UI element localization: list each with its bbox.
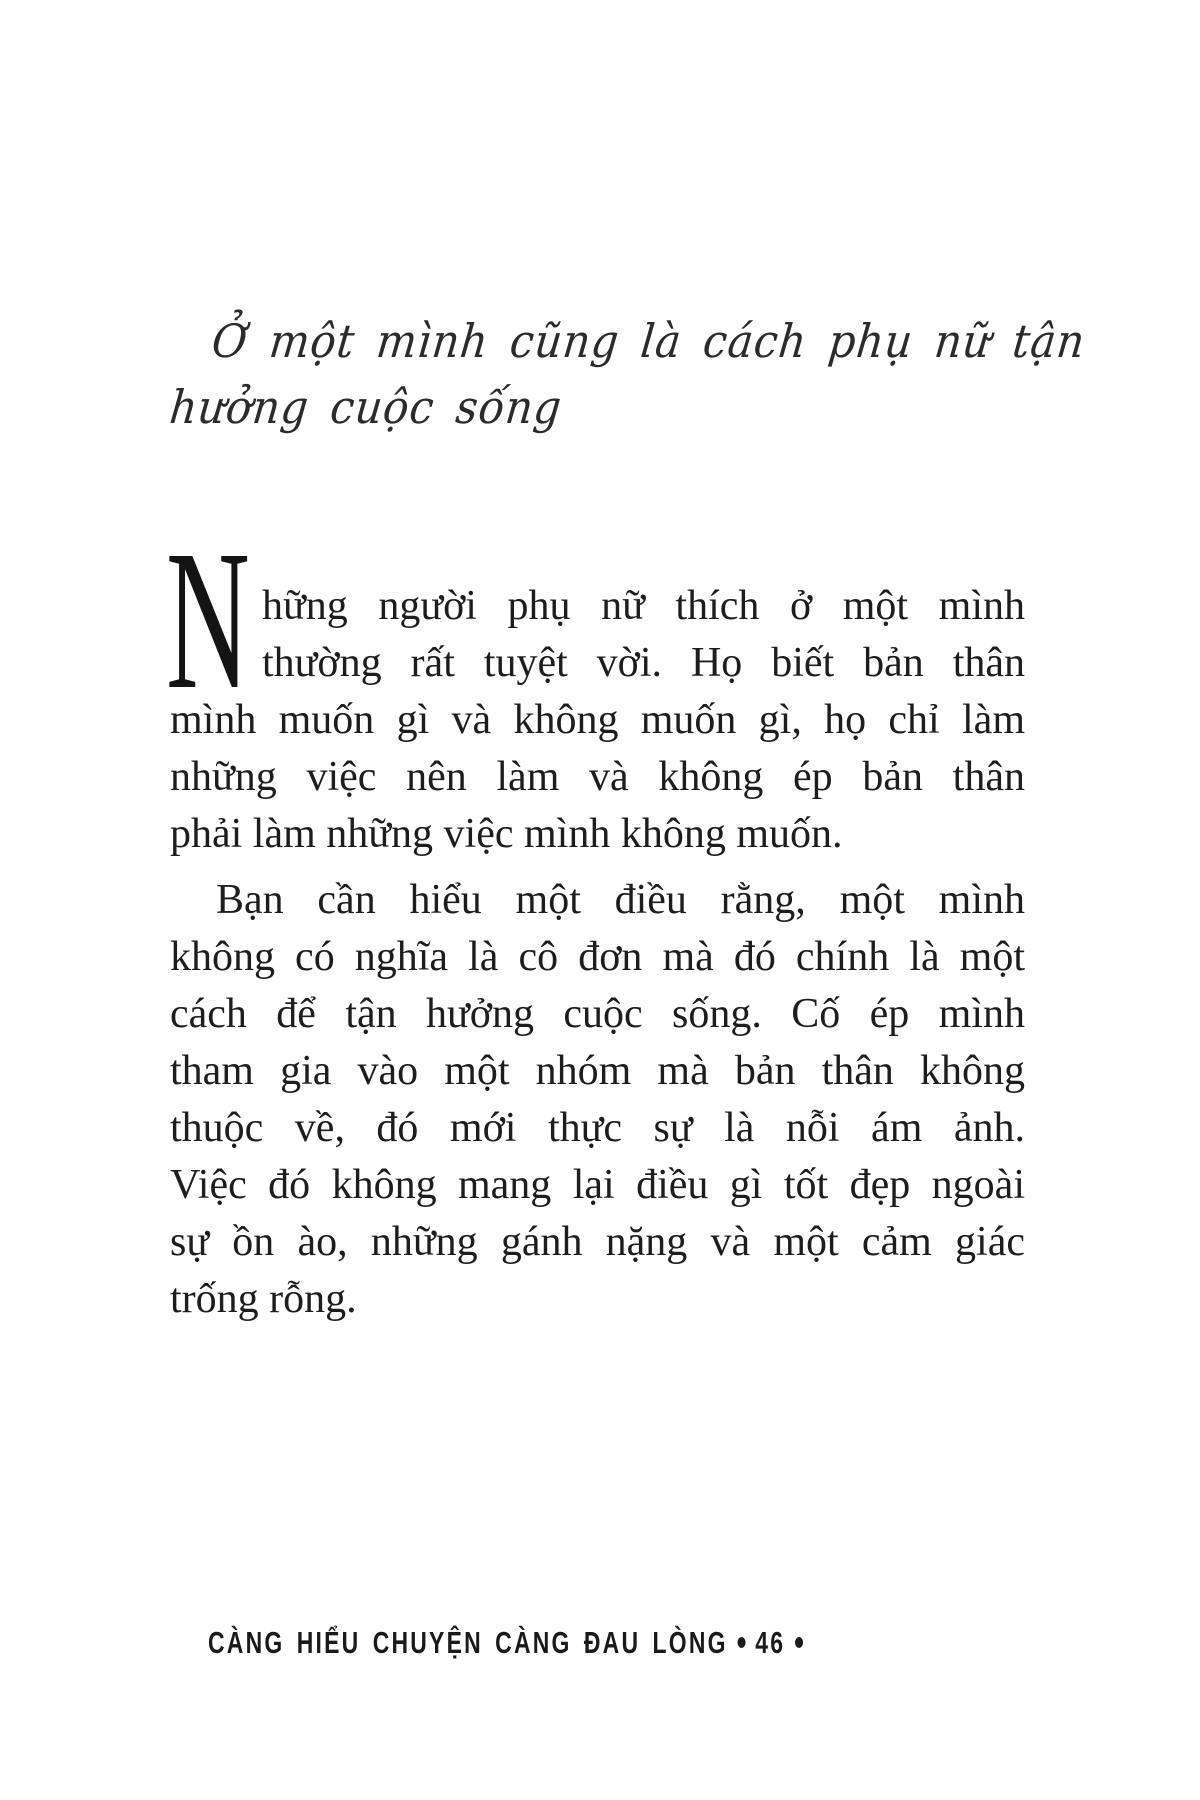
body-text — [166, 510, 1025, 1328]
body-line: sự ồn ào, những gánh nặng và một cảm giác — [170, 1219, 1025, 1265]
body-line: thuộc về, đó mới thực sự là nỗi ám ảnh. — [170, 1105, 1025, 1151]
body-line: mình muốn gì và không muốn gì, họ chỉ làm — [170, 697, 1025, 743]
body-line: trống rỗng. — [170, 1276, 357, 1322]
body-line: tham gia vào một nhóm mà bản thân không — [170, 1048, 1025, 1094]
body-line: hững người phụ nữ thích ở một mình — [262, 583, 1025, 629]
bullet-icon: • — [736, 1621, 747, 1664]
book-title: CÀNG HIỂU CHUYỆN CÀNG ĐAU LÒNG — [208, 1625, 728, 1660]
page-number: 46 — [755, 1625, 786, 1660]
body-line: cách để tận hưởng cuộc sống. Cố ép mình — [170, 991, 1025, 1037]
chapter-title-line-2: hưởng cuộc sống — [167, 380, 565, 434]
paragraph-1 — [166, 510, 1025, 863]
page-footer — [208, 1621, 805, 1664]
chapter-title — [167, 308, 1088, 440]
paragraph-2 — [170, 872, 1025, 1328]
drop-cap: N — [166, 510, 250, 731]
body-line: thường rất tuyệt vời. Họ biết bản thân — [262, 640, 1025, 686]
body-line: không có nghĩa là cô đơn mà đó chính là một — [170, 934, 1025, 980]
chapter-title-line-1: Ở một mình cũng là cách phụ nữ tận — [209, 314, 1088, 368]
bullet-icon: • — [794, 1621, 805, 1664]
body-line: phải làm những việc mình không muốn. — [170, 811, 843, 857]
body-line: những việc nên làm và không ép bản thân — [170, 754, 1025, 800]
body-line: Việc đó không mang lại điều gì tốt đẹp ngoài — [170, 1162, 1025, 1208]
body-line: Bạn cần hiểu một điều rằng, một mình — [216, 877, 1025, 923]
